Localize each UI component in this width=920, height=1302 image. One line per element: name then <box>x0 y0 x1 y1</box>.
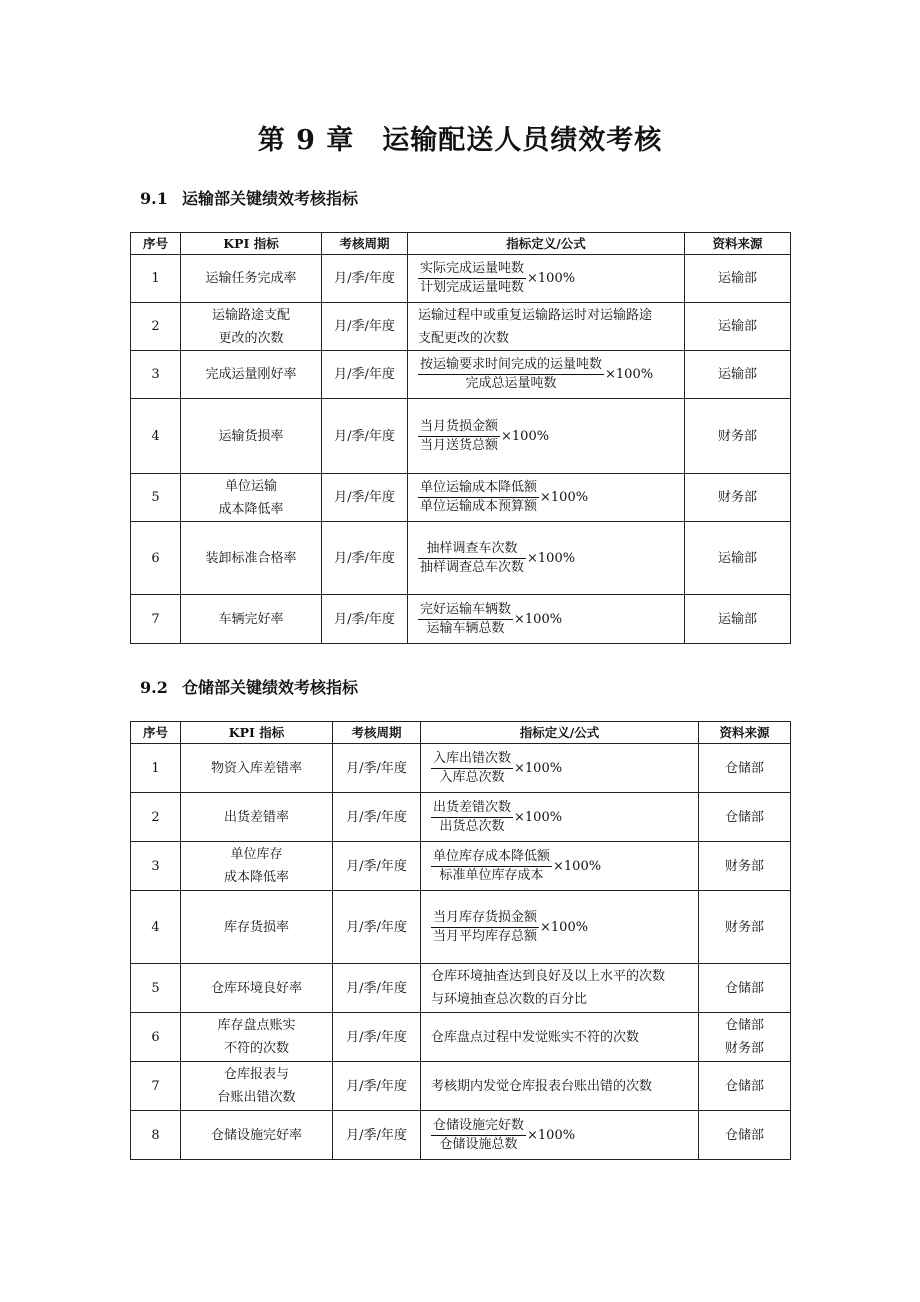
formula-fraction <box>431 909 539 946</box>
table-header-row <box>131 722 791 744</box>
formula-fraction <box>431 799 513 836</box>
formula-multiplier: ×100% <box>540 490 589 505</box>
data-source <box>685 399 791 474</box>
row-number: 3 <box>131 842 181 891</box>
kpi-name-line: 成本降低率 <box>218 501 284 517</box>
page-title: 第 9 章 运输配送人员绩效考核 <box>257 125 663 156</box>
formula-multiplier: ×100% <box>553 858 602 874</box>
kpi-name <box>181 522 322 595</box>
section-number: 9.2 <box>140 678 168 697</box>
formula-multiplier: ×100% <box>514 760 563 776</box>
formula-denominator: 完成总运量吨数 <box>465 376 557 391</box>
kpi-name-line: 成本降低率 <box>223 870 289 885</box>
formula-numerator: 当月库存货损金额 <box>431 909 539 928</box>
definition-formula <box>421 1062 699 1111</box>
definition-text-line: 与环境抽查总次数的百分比 <box>431 992 588 1007</box>
kpi-name <box>181 474 322 522</box>
data-source <box>699 744 791 793</box>
formula-fraction <box>431 750 513 787</box>
assessment-period: 月/季/年度 <box>333 1111 421 1160</box>
data-source <box>685 255 791 303</box>
table-body <box>131 255 791 644</box>
definition-formula <box>421 1111 699 1160</box>
formula-numerator: 入库出错次数 <box>431 750 513 769</box>
row-number: 1 <box>131 255 181 303</box>
table-row <box>131 474 791 522</box>
formula-fraction <box>418 601 513 638</box>
data-source-line: 财务部 <box>717 490 757 505</box>
kpi-name <box>181 891 333 964</box>
formula-fraction <box>431 848 552 885</box>
table-row <box>131 303 791 351</box>
definition-formula <box>408 522 685 595</box>
section-number: 9.1 <box>140 189 168 208</box>
data-source <box>699 1111 791 1160</box>
table-body <box>131 744 791 1160</box>
row-number: 5 <box>131 964 181 1013</box>
kpi-name-line: 装卸标准合格率 <box>205 550 297 566</box>
assessment-period: 月/季/年度 <box>333 793 421 842</box>
formula-fraction <box>418 540 526 577</box>
assessment-period: 月/季/年度 <box>333 964 421 1013</box>
definition-formula <box>408 351 685 399</box>
kpi-name-line: 仓储设施完好率 <box>210 1127 302 1143</box>
definition-text-line: 支配更改的次数 <box>418 330 510 346</box>
formula-denominator: 当月平均库存总额 <box>433 928 538 944</box>
formula-numerator: 单位运输成本降低额 <box>418 479 539 498</box>
data-source-line: 运输部 <box>717 367 757 382</box>
formula-numerator: 出货差错次数 <box>431 799 513 818</box>
kpi-name-line: 单位运输 <box>224 478 277 494</box>
formula-denominator: 仓储设施总数 <box>439 1136 518 1152</box>
row-number: 6 <box>131 522 181 595</box>
formula-multiplier: ×100% <box>527 1127 576 1143</box>
formula-multiplier: ×100% <box>605 367 654 382</box>
row-number: 4 <box>131 891 181 964</box>
formula-numerator: 仓储设施完好数 <box>431 1117 526 1136</box>
section-title: 仓储部关键绩效考核指标 <box>182 678 359 697</box>
data-source <box>699 891 791 964</box>
assessment-period: 月/季/年度 <box>322 399 408 474</box>
definition-formula <box>408 474 685 522</box>
data-source <box>699 1013 791 1062</box>
data-source-line: 财务部 <box>724 1041 764 1056</box>
definition-formula <box>421 842 699 891</box>
kpi-name <box>181 351 322 399</box>
kpi-name <box>181 1111 333 1160</box>
table-row <box>131 842 791 891</box>
header-no: 序号 <box>131 722 181 744</box>
header-definition: 指标定义/公式 <box>421 722 699 744</box>
formula-denominator: 当月送货总额 <box>420 437 499 453</box>
data-source <box>685 522 791 595</box>
table-row <box>131 595 791 644</box>
kpi-name-line: 库存盘点账实 <box>217 1018 296 1033</box>
header-definition: 指标定义/公式 <box>408 233 685 255</box>
data-source-line: 运输部 <box>717 611 757 627</box>
table-row <box>131 351 791 399</box>
kpi-name <box>181 595 322 644</box>
header-period: 考核周期 <box>322 233 408 255</box>
data-source-line: 运输部 <box>717 550 757 566</box>
kpi-name-line: 完成运量刚好率 <box>205 367 297 382</box>
row-number: 4 <box>131 399 181 474</box>
section-title: 运输部关键绩效考核指标 <box>182 189 359 208</box>
header-kpi: KPI 指标 <box>181 722 333 744</box>
table-row <box>131 964 791 1013</box>
data-source-line: 财务部 <box>724 919 764 935</box>
formula-numerator: 完好运输车辆数 <box>418 601 513 620</box>
definition-formula <box>408 595 685 644</box>
table-row <box>131 522 791 595</box>
formula-fraction <box>418 418 500 455</box>
formula-denominator: 单位运输成本预算额 <box>420 499 538 514</box>
formula-fraction <box>431 1117 526 1154</box>
formula-denominator: 出货总次数 <box>439 818 505 834</box>
kpi-name <box>181 842 333 891</box>
data-source-line: 运输部 <box>717 319 757 334</box>
kpi-name-line: 仓库环境良好率 <box>210 980 302 996</box>
formula-fraction <box>418 479 539 516</box>
table-row <box>131 744 791 793</box>
definition-text-line: 运输过程中或重复运输路运时对运输路途 <box>418 307 653 323</box>
definition-formula <box>408 303 685 351</box>
data-source <box>685 474 791 522</box>
row-number: 6 <box>131 1013 181 1062</box>
kpi-table-warehouse <box>130 721 791 1160</box>
kpi-name-line: 物资入库差错率 <box>210 760 302 776</box>
table-row <box>131 1013 791 1062</box>
kpi-name <box>181 399 322 474</box>
definition-formula <box>421 793 699 842</box>
kpi-name-line: 仓库报表与 <box>223 1067 289 1082</box>
row-number: 5 <box>131 474 181 522</box>
formula-multiplier: ×100% <box>527 271 576 286</box>
row-number: 7 <box>131 595 181 644</box>
kpi-name-line: 运输路途支配 <box>211 307 290 323</box>
data-source <box>699 793 791 842</box>
kpi-name-line: 运输货损率 <box>218 428 284 444</box>
row-number: 8 <box>131 1111 181 1160</box>
assessment-period: 月/季/年度 <box>322 303 408 351</box>
assessment-period: 月/季/年度 <box>333 1013 421 1062</box>
header-source: 资料来源 <box>685 233 791 255</box>
header-period: 考核周期 <box>333 722 421 744</box>
assessment-period: 月/季/年度 <box>322 351 408 399</box>
formula-numerator: 按运输要求时间完成的运量吨数 <box>418 356 604 375</box>
kpi-name <box>181 1013 333 1062</box>
header-no: 序号 <box>131 233 181 255</box>
formula-denominator: 运输车辆总数 <box>426 620 505 636</box>
kpi-name-line: 不符的次数 <box>223 1041 289 1056</box>
formula-denominator: 标准单位库存成本 <box>439 867 544 883</box>
formula-fraction <box>418 260 526 297</box>
table-row <box>131 255 791 303</box>
data-source <box>685 303 791 351</box>
formula-denominator: 计划完成运量吨数 <box>420 280 525 295</box>
definition-formula <box>421 1013 699 1062</box>
definition-text-line: 仓库盘点过程中发觉账实不符的次数 <box>431 1029 640 1045</box>
section-heading-9-2 <box>140 675 358 698</box>
data-source-line: 财务部 <box>724 858 764 874</box>
data-source-line: 仓储部 <box>724 760 764 776</box>
kpi-name <box>181 1062 333 1111</box>
kpi-name-line: 库存货损率 <box>223 919 289 935</box>
formula-multiplier: ×100% <box>514 809 563 825</box>
formula-denominator: 入库总次数 <box>439 769 505 785</box>
table-row <box>131 891 791 964</box>
header-kpi: KPI 指标 <box>181 233 322 255</box>
kpi-name <box>181 964 333 1013</box>
kpi-name-line: 出货差错率 <box>223 809 289 825</box>
kpi-name <box>181 255 322 303</box>
kpi-name <box>181 744 333 793</box>
data-source <box>699 964 791 1013</box>
kpi-name <box>181 303 322 351</box>
formula-numerator: 抽样调查车次数 <box>418 540 526 559</box>
kpi-name-line: 运输任务完成率 <box>205 271 297 286</box>
table-header-row <box>131 233 791 255</box>
data-source-line: 仓储部 <box>724 1018 764 1033</box>
assessment-period: 月/季/年度 <box>322 474 408 522</box>
row-number: 2 <box>131 303 181 351</box>
data-source-line: 仓储部 <box>724 1127 764 1143</box>
kpi-name-line: 台账出错次数 <box>217 1090 296 1105</box>
data-source-line: 仓储部 <box>724 980 764 996</box>
formula-numerator: 实际完成运量吨数 <box>418 260 526 279</box>
kpi-table-transport <box>130 232 791 644</box>
assessment-period: 月/季/年度 <box>333 1062 421 1111</box>
definition-formula <box>408 399 685 474</box>
definition-formula <box>408 255 685 303</box>
formula-multiplier: ×100% <box>540 919 589 935</box>
formula-multiplier: ×100% <box>527 550 576 566</box>
kpi-name <box>181 793 333 842</box>
assessment-period: 月/季/年度 <box>322 522 408 595</box>
section-heading-9-1 <box>140 186 358 209</box>
table-row <box>131 793 791 842</box>
formula-numerator: 当月货损金额 <box>418 418 500 437</box>
assessment-period: 月/季/年度 <box>333 891 421 964</box>
kpi-name-line: 车辆完好率 <box>218 611 284 627</box>
formula-numerator: 单位库存成本降低额 <box>431 848 552 867</box>
formula-denominator: 抽样调查总车次数 <box>420 559 525 575</box>
data-source <box>685 595 791 644</box>
formula-fraction <box>418 356 604 393</box>
data-source-line: 财务部 <box>717 428 757 444</box>
data-source <box>699 1062 791 1111</box>
data-source-line: 仓储部 <box>724 1078 764 1094</box>
data-source-line: 仓储部 <box>724 809 764 825</box>
table-row <box>131 399 791 474</box>
definition-formula <box>421 964 699 1013</box>
header-source: 资料来源 <box>699 722 791 744</box>
definition-text-line: 仓库环境抽查达到良好及以上水平的次数 <box>431 969 666 984</box>
assessment-period: 月/季/年度 <box>333 744 421 793</box>
definition-formula <box>421 744 699 793</box>
table-row <box>131 1062 791 1111</box>
assessment-period: 月/季/年度 <box>322 595 408 644</box>
row-number: 1 <box>131 744 181 793</box>
data-source-line: 运输部 <box>717 271 757 286</box>
row-number: 7 <box>131 1062 181 1111</box>
formula-multiplier: ×100% <box>514 611 563 627</box>
table-row <box>131 1111 791 1160</box>
row-number: 3 <box>131 351 181 399</box>
formula-multiplier: ×100% <box>501 428 550 444</box>
row-number: 2 <box>131 793 181 842</box>
assessment-period: 月/季/年度 <box>322 255 408 303</box>
kpi-name-line: 更改的次数 <box>218 330 284 346</box>
data-source <box>685 351 791 399</box>
kpi-name-line: 单位库存 <box>230 847 283 862</box>
data-source <box>699 842 791 891</box>
assessment-period: 月/季/年度 <box>333 842 421 891</box>
definition-formula <box>421 891 699 964</box>
definition-text-line: 考核期内发觉仓库报表台账出错的次数 <box>431 1078 653 1094</box>
